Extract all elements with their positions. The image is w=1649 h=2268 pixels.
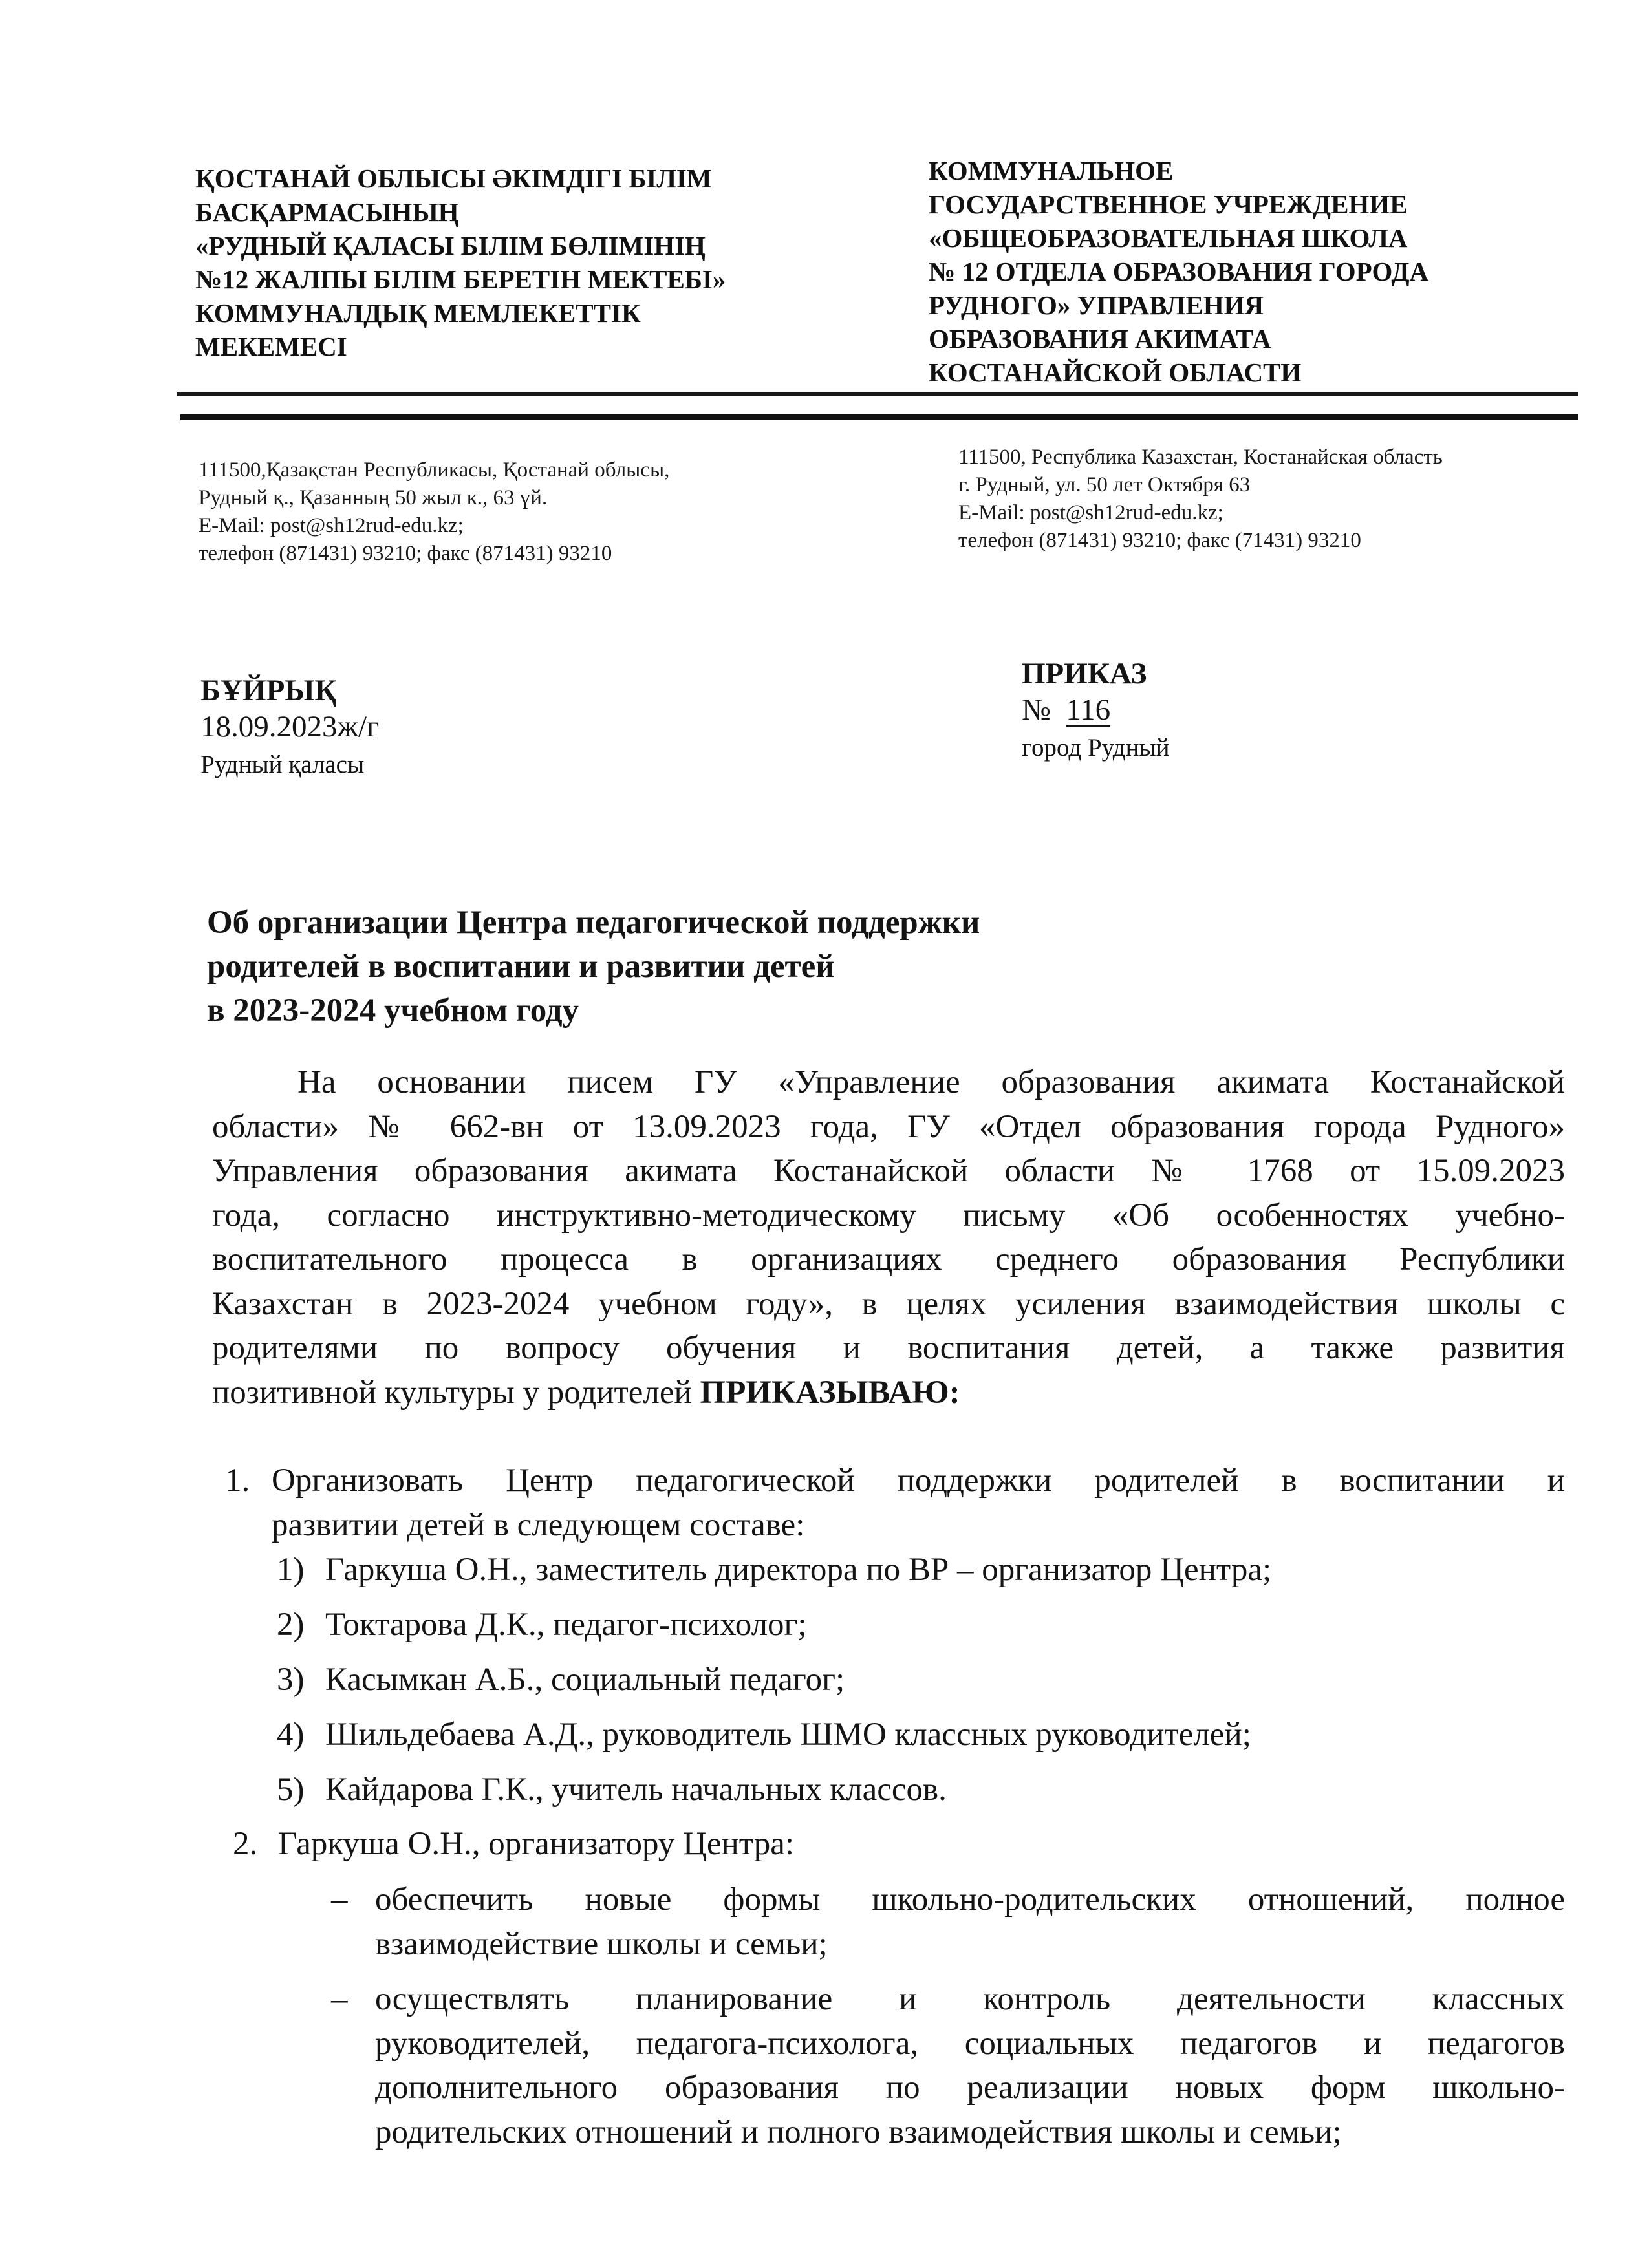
member-text: Кайдарова Г.К., учитель начальных классов. <box>325 1771 947 1808</box>
preamble-paragraph <box>212 1060 1565 1415</box>
org-line: КОММУНАЛДЫҚ МЕМЛЕКЕТТІК <box>195 298 641 328</box>
bullet-dash: – <box>331 1981 348 2017</box>
item-2-number: 2. <box>233 1826 258 1862</box>
org-line: РУДНОГО» УПРАВЛЕНИЯ <box>929 290 1264 320</box>
member-text: Касымкан А.Б., социальный педагог; <box>325 1662 845 1698</box>
preamble-last-text: позитивной культуры у родителей <box>212 1374 700 1411</box>
header-divider-thick <box>180 414 1578 420</box>
address-line: телефон (871431) 93210; факс (871431) 93210 <box>199 542 612 565</box>
org-line: «ОБЩЕОБРАЗОВАТЕЛЬНАЯ ШКОЛА <box>929 223 1408 253</box>
org-line: ҚОСТАНАЙ ОБЛЫСЫ ӘКІМДІГІ БІЛІМ <box>195 164 712 193</box>
document-title <box>207 901 980 1032</box>
org-line: «РУДНЫЙ ҚАЛАСЫ БІЛІМ БӨЛІМІНІҢ <box>195 231 706 261</box>
bullet-text <box>375 1878 1565 1966</box>
address-line: E-Mail: post@sh12rud-edu.kz; <box>958 501 1223 524</box>
bullet-line: осуществлять планирование и контроль деятельности классных <box>375 1981 1565 2017</box>
member-text: Гаркуша О.Н., заместитель директора по ВР – организатор Центра; <box>325 1552 1272 1588</box>
org-line: МЕКЕМЕСІ <box>195 332 347 361</box>
org-line: КОСТАНАЙСКОЙ ОБЛАСТИ <box>929 358 1302 387</box>
title-line: родителей в воспитании и развитии детей <box>207 948 835 985</box>
address-left <box>199 456 669 568</box>
order-city-ru: город Рудный <box>1022 734 1170 762</box>
preamble-line: Казахстан в 2023-2024 учебном году», в целях усиления взаимодействия школы с <box>212 1285 1565 1322</box>
order-number <box>1022 692 1170 728</box>
org-line: КОММУНАЛЬНОЕ <box>929 156 1174 186</box>
item-2-text: Гаркуша О.Н., организатору Центра: <box>278 1826 794 1862</box>
header-right-org <box>929 154 1428 389</box>
bullet-line: родительских отношений и полного взаимодействия школы и семьи; <box>375 2113 1342 2150</box>
address-line: 111500,Қазақстан Республикасы, Қостанай облысы, <box>199 458 670 482</box>
title-line: Об организации Центра педагогической поддержки <box>207 904 980 941</box>
title-line: в 2023-2024 учебном году <box>207 992 579 1029</box>
preamble-line: Управления образования акимата Костанайской области № 1768 от 15.09.2023 <box>212 1153 1565 1189</box>
org-line: № 12 ОТДЕЛА ОБРАЗОВАНИЯ ГОРОДА <box>929 257 1429 286</box>
item-1-line: развитии детей в следующем составе: <box>272 1506 805 1543</box>
preamble-line: На основании писем ГУ «Управление образования акимата Костанайской <box>297 1064 1565 1100</box>
address-right <box>958 444 1443 555</box>
address-line: 111500, Республика Казахстан, Костанайская область <box>958 445 1443 469</box>
org-line: БАСҚАРМАСЫНЫҢ <box>195 197 459 227</box>
item-1-text <box>272 1459 1565 1547</box>
member-number: 4) <box>277 1717 305 1753</box>
member-number: 2) <box>277 1607 305 1643</box>
header-left-org <box>195 162 726 363</box>
bullet-line: обеспечить новые формы школьно-родительских отношений, полное <box>375 1881 1565 1918</box>
item-1-line: Организовать Центр педагогической поддержки родителей в воспитании и <box>272 1462 1565 1499</box>
member-number: 5) <box>277 1771 305 1808</box>
order-title-kz: БҰЙРЫҚ <box>200 674 337 707</box>
order-word: ПРИКАЗЫВАЮ: <box>700 1374 960 1411</box>
bullet-text <box>375 1977 1565 2154</box>
member-number: 1) <box>277 1552 305 1588</box>
bullet-line: руководителей, педагога-психолога, социальных педагогов и педагогов <box>375 2025 1565 2062</box>
bullet-line: взаимодействие школы и семьи; <box>375 1925 828 1962</box>
order-city-kz: Рудный қаласы <box>200 751 365 778</box>
bullet-line: дополнительного образования по реализации новых форм школьно- <box>375 2070 1565 2106</box>
member-number: 3) <box>277 1662 305 1698</box>
org-line: №12 ЖАЛПЫ БІЛІМ БЕРЕТІН МЕКТЕБІ» <box>195 264 726 294</box>
address-line: телефон (871431) 93210; факс (71431) 93210 <box>958 529 1361 552</box>
preamble-line: года, согласно инструктивно-методическому письму «Об особенностях учебно- <box>212 1197 1565 1234</box>
item-1-number: 1. <box>225 1462 250 1499</box>
preamble-line: области» № 662-вн от 13.09.2023 года, ГУ «Отдел образования города Рудного» <box>212 1108 1565 1145</box>
member-text: Шильдебаева А.Д., руководитель ШМО классных руководителей; <box>325 1717 1251 1753</box>
address-line: г. Рудный, ул. 50 лет Октября 63 <box>958 473 1251 497</box>
preamble-last-line <box>212 1371 1565 1415</box>
org-line: ОБРАЗОВАНИЯ АКИМАТА <box>929 324 1271 354</box>
preamble-line: воспитательного процесса в организациях среднего образования Республики <box>212 1241 1565 1278</box>
order-right <box>1022 656 1170 764</box>
order-title-ru: ПРИКАЗ <box>1022 657 1147 690</box>
order-number-value: 116 <box>1066 693 1111 727</box>
order-left <box>200 672 379 781</box>
order-date: 18.09.2023ж/г <box>200 710 380 744</box>
address-line: E-Mail: post@sh12rud-edu.kz; <box>199 514 464 537</box>
order-number-prefix: № <box>1022 693 1051 727</box>
header-divider-thin <box>177 392 1578 396</box>
preamble-line: родителями по вопросу обучения и воспитания детей, а также развития <box>212 1330 1565 1366</box>
member-text: Токтарова Д.К., педагог-психолог; <box>325 1607 807 1643</box>
bullet-dash: – <box>331 1881 348 1918</box>
org-line: ГОСУДАРСТВЕННОЕ УЧРЕЖДЕНИЕ <box>929 189 1408 219</box>
address-line: Рудный қ., Қазанның 50 жыл к., 63 үй. <box>199 486 548 509</box>
